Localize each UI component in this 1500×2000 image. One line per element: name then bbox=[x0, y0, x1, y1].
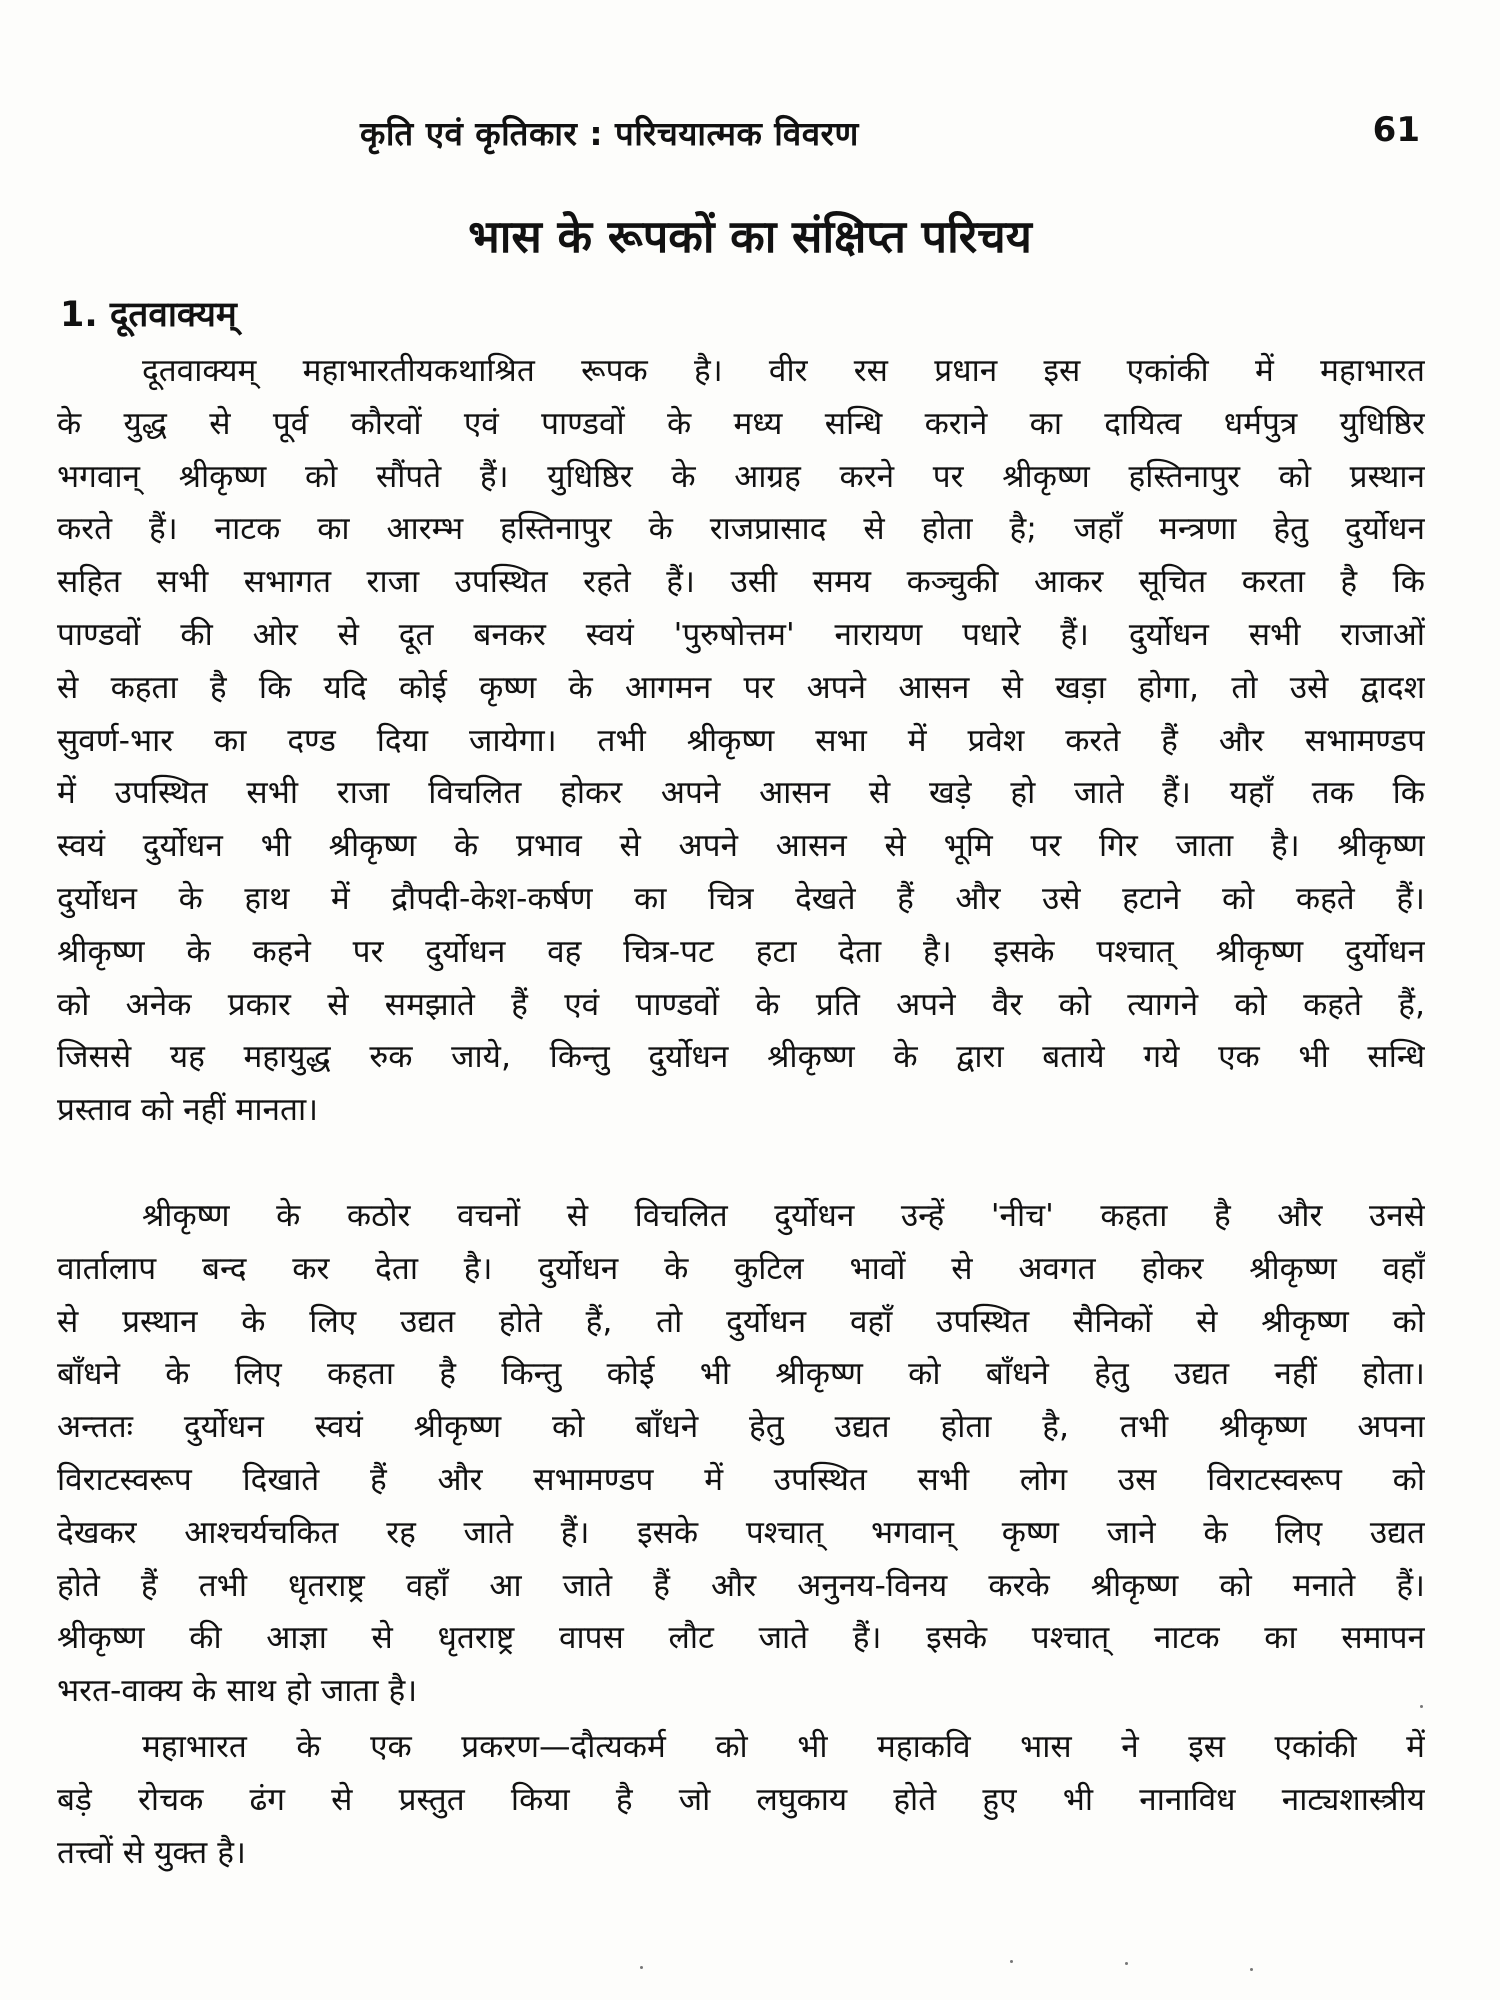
scan-speck bbox=[1125, 1962, 1128, 1965]
text-line: वार्तालाप बन्द कर देता है। दुर्योधन के कुटिल भावों से अवगत होकर श्रीकृष्ण वहाँ bbox=[57, 1250, 1425, 1287]
text-line: सुवर्ण-भार का दण्ड दिया जायेगा। तभी श्रीकृष्ण सभा में प्रवेश करते हैं और सभामण्डप bbox=[57, 722, 1425, 759]
text-line: को अनेक प्रकार से समझाते हैं एवं पाण्डवों के प्रति अपने वैर को त्यागने को कहते हैं, bbox=[57, 986, 1425, 1023]
scan-speck bbox=[640, 1966, 643, 1969]
text-line: श्रीकृष्ण के कठोर वचनों से विचलित दुर्योधन उन्हें 'नीच' कहता है और उनसे bbox=[142, 1198, 1425, 1234]
text-line: करते हैं। नाटक का आरम्भ हस्तिनापुर के राजप्रासाद से होता है; जहाँ मन्त्रणा हेतु दुर्योधन bbox=[57, 511, 1425, 548]
paragraph-3 bbox=[57, 1721, 1425, 1879]
text-line: के युद्ध से पूर्व कौरवों एवं पाण्डवों के मध्य सन्धि कराने का दायित्व धर्मपुत्र युधिष्ठिर bbox=[57, 405, 1425, 442]
running-title: कृति एवं कृतिकार : परिचयात्मक विवरण bbox=[360, 114, 859, 153]
text-line: जिससे यह महायुद्ध रुक जाये, किन्तु दुर्योधन श्रीकृष्ण के द्वारा बताये गये एक भी सन्धि bbox=[57, 1039, 1425, 1076]
text-line: तत्त्वों से युक्त है। bbox=[57, 1834, 246, 1871]
text-line: दुर्योधन के हाथ में द्रौपदी-केश-कर्षण का चित्र देखते हैं और उसे हटाने को कहते हैं। bbox=[57, 880, 1425, 917]
running-header bbox=[60, 110, 1420, 162]
text-line: भरत-वाक्य के साथ हो जाता है। bbox=[57, 1673, 418, 1710]
text-line: सहित सभी सभागत राजा उपस्थित रहते हैं। उसी समय कञ्चुकी आकर सूचित करता है कि bbox=[57, 564, 1425, 601]
text-line: बड़े रोचक ढंग से प्रस्तुत किया है जो लघुकाय होते हुए भी नानाविध नाट्यशास्त्रीय bbox=[57, 1781, 1425, 1818]
text-line: श्रीकृष्ण की आज्ञा से धृतराष्ट्र वापस लौट जाते हैं। इसके पश्चात् नाटक का समापन bbox=[57, 1620, 1425, 1657]
text-line: पाण्डवों की ओर से दूत बनकर स्वयं 'पुरुषोत्तम' नारायण पधारे हैं। दुर्योधन सभी राजाओं bbox=[57, 616, 1425, 653]
section-heading: 1. दूतवाक्यम् bbox=[60, 295, 237, 335]
paragraph-2 bbox=[57, 1190, 1425, 1718]
text-line: अन्ततः दुर्योधन स्वयं श्रीकृष्ण को बाँधने हेतु उद्यत होता है, तभी श्रीकृष्ण अपना bbox=[57, 1409, 1425, 1446]
page-number: 61 bbox=[1372, 110, 1420, 150]
text-line: से कहता है कि यदि कोई कृष्ण के आगमन पर अपने आसन से खड़ा होगा, तो उसे द्वादश bbox=[57, 669, 1425, 706]
text-line: देखकर आश्चर्यचकित रह जाते हैं। इसके पश्चात् भगवान् कृष्ण जाने के लिए उद्यत bbox=[57, 1514, 1425, 1551]
text-line: महाभारत के एक प्रकरण—दौत्यकर्म को भी महाकवि भास ने इस एकांकी में bbox=[142, 1729, 1425, 1765]
text-line: से प्रस्थान के लिए उद्यत होते हैं, तो दुर्योधन वहाँ उपस्थित सैनिकों से श्रीकृष्ण को bbox=[57, 1303, 1425, 1340]
text-line: स्वयं दुर्योधन भी श्रीकृष्ण के प्रभाव से अपने आसन से भूमि पर गिर जाता है। श्रीकृष्ण bbox=[57, 828, 1425, 865]
scan-speck bbox=[1420, 1705, 1423, 1708]
text-line: बाँधने के लिए कहता है किन्तु कोई भी श्रीकृष्ण को बाँधने हेतु उद्यत नहीं होता। bbox=[57, 1356, 1425, 1393]
text-line: भगवान् श्रीकृष्ण को सौंपते हैं। युधिष्ठिर के आग्रह करने पर श्रीकृष्ण हस्तिनापुर को प्रस्थान bbox=[57, 458, 1425, 495]
scan-speck bbox=[1010, 1960, 1013, 1963]
text-line: श्रीकृष्ण के कहने पर दुर्योधन वह चित्र-पट हटा देता है। इसके पश्चात् श्रीकृष्ण दुर्योधन bbox=[57, 933, 1425, 970]
text-line: दूतवाक्यम् महाभारतीयकथाश्रित रूपक है। वीर रस प्रधान इस एकांकी में महाभारत bbox=[142, 353, 1425, 389]
chapter-title: भास के रूपकों का संक्षिप्त परिचय bbox=[468, 210, 1032, 263]
text-line: में उपस्थित सभी राजा विचलित होकर अपने आसन से खड़े हो जाते हैं। यहाँ तक कि bbox=[57, 775, 1425, 812]
text-line: प्रस्ताव को नहीं मानता। bbox=[57, 1092, 319, 1129]
paragraph-1 bbox=[57, 345, 1425, 1137]
text-line: होते हैं तभी धृतराष्ट्र वहाँ आ जाते हैं और अनुनय-विनय करके श्रीकृष्ण को मनाते हैं। bbox=[57, 1567, 1425, 1604]
text-line: विराटस्वरूप दिखाते हैं और सभामण्डप में उपस्थित सभी लोग उस विराटस्वरूप को bbox=[57, 1461, 1425, 1498]
scan-speck bbox=[1250, 1968, 1253, 1971]
